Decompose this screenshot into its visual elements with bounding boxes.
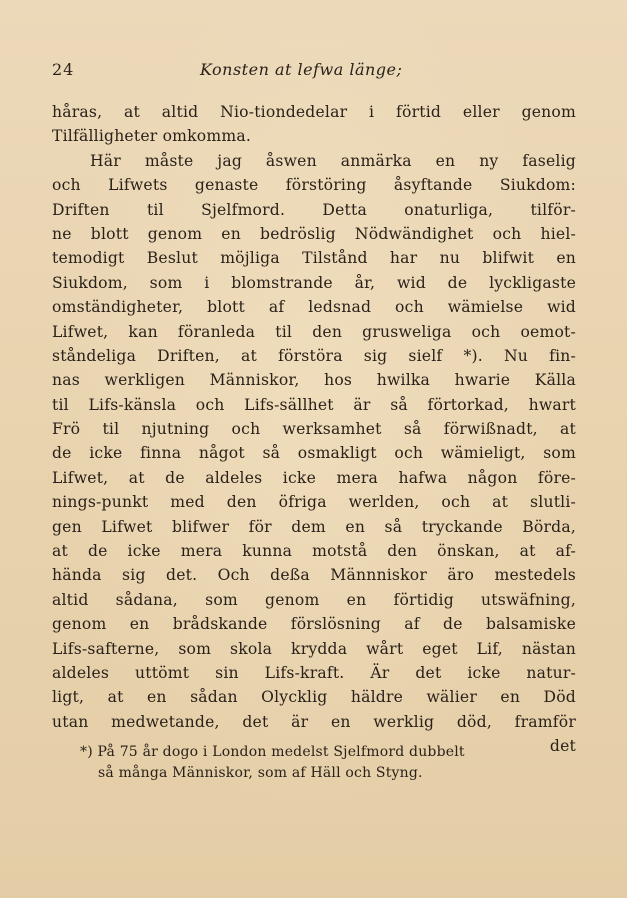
text-line: de icke finna något så osmakligt och wämieligt, som [52,444,576,463]
text-line: nings-punkt med den öfriga werlden, och at slutli- [52,493,576,512]
page-header [52,60,582,84]
text-line: Tilfälligheter omkomma. [52,127,252,146]
text-line: Frö til njutning och werksamhet så förwißnadt, at [52,420,576,439]
catchword: det [549,737,576,756]
text-line: at de icke mera kunna motstå den önskan, at af- [52,542,576,561]
text-line: och Lifwets genaste förstöring åsyftande Siukdom: [52,176,576,195]
text-line: Lifwet, at de aldeles icke mera hafwa någon före- [52,468,576,487]
text-line: ligt, at en sådan Olycklig häldre wälier en Död [52,688,576,707]
text-line: Driften til Sjelfmord. Detta onaturliga, tilför- [52,200,576,219]
text-line: genom en brådskande förslösning af de balsamiske [52,615,576,634]
text-line: hända sig det. Och deßa Männniskor äro mestedels [52,566,576,585]
text-line: nas werkligen Människor, hos hwilka hwarie Källa [52,371,576,390]
text-line: altid sådana, som genom en förtidig utswäfning, [52,590,576,609]
text-line: Siukdom, som i blomstrande år, wid de lyckligaste [52,273,576,292]
text-line: til Lifs-känsla och Lifs-sällhet är så förtorkad, hwart [52,395,576,414]
text-line: temodigt Beslut möjliga Tilstånd har nu blifwit en [52,249,576,268]
text-line: Här måste jag åswen anmärka en ny faselig [90,151,576,170]
text-line: ståndeliga Driften, at förstöra sig sielf *). Nu fin- [52,346,576,365]
text-line: gen Lifwet blifwer för dem en så tryckande Börda, [52,517,576,536]
footnote-line: så många Människor, som af Häll och Styng. [98,765,423,781]
text-line: utan medwetande, det är en werklig död, framför [52,712,576,731]
text-line: aldeles uttömt sin Lifs-kraft. Är det icke natur- [52,663,576,682]
text-line: Lifwet, kan föranleda til den gruswеliga och oemot- [52,322,576,341]
footnote [80,742,576,784]
body-text [52,100,576,759]
text-line: håras, at altid Nio-tiondedelar i förtid eller genom [52,103,576,121]
text-line: ne blott genom en bedröslig Nödwändighet och hiel- [52,224,576,243]
text-line: omständigheter, blott af ledsnad och wämielse wid [52,298,576,317]
page-number: 24 [52,60,75,79]
footnote-line: *) På 75 år dogo i London medelst Sjelfmord dubbelt [80,744,465,760]
running-head: Konsten at lefwa länge; [200,60,403,79]
text-line: Lifs-safterne, som skola krydda wårt eget Lif, nästan [52,639,576,658]
